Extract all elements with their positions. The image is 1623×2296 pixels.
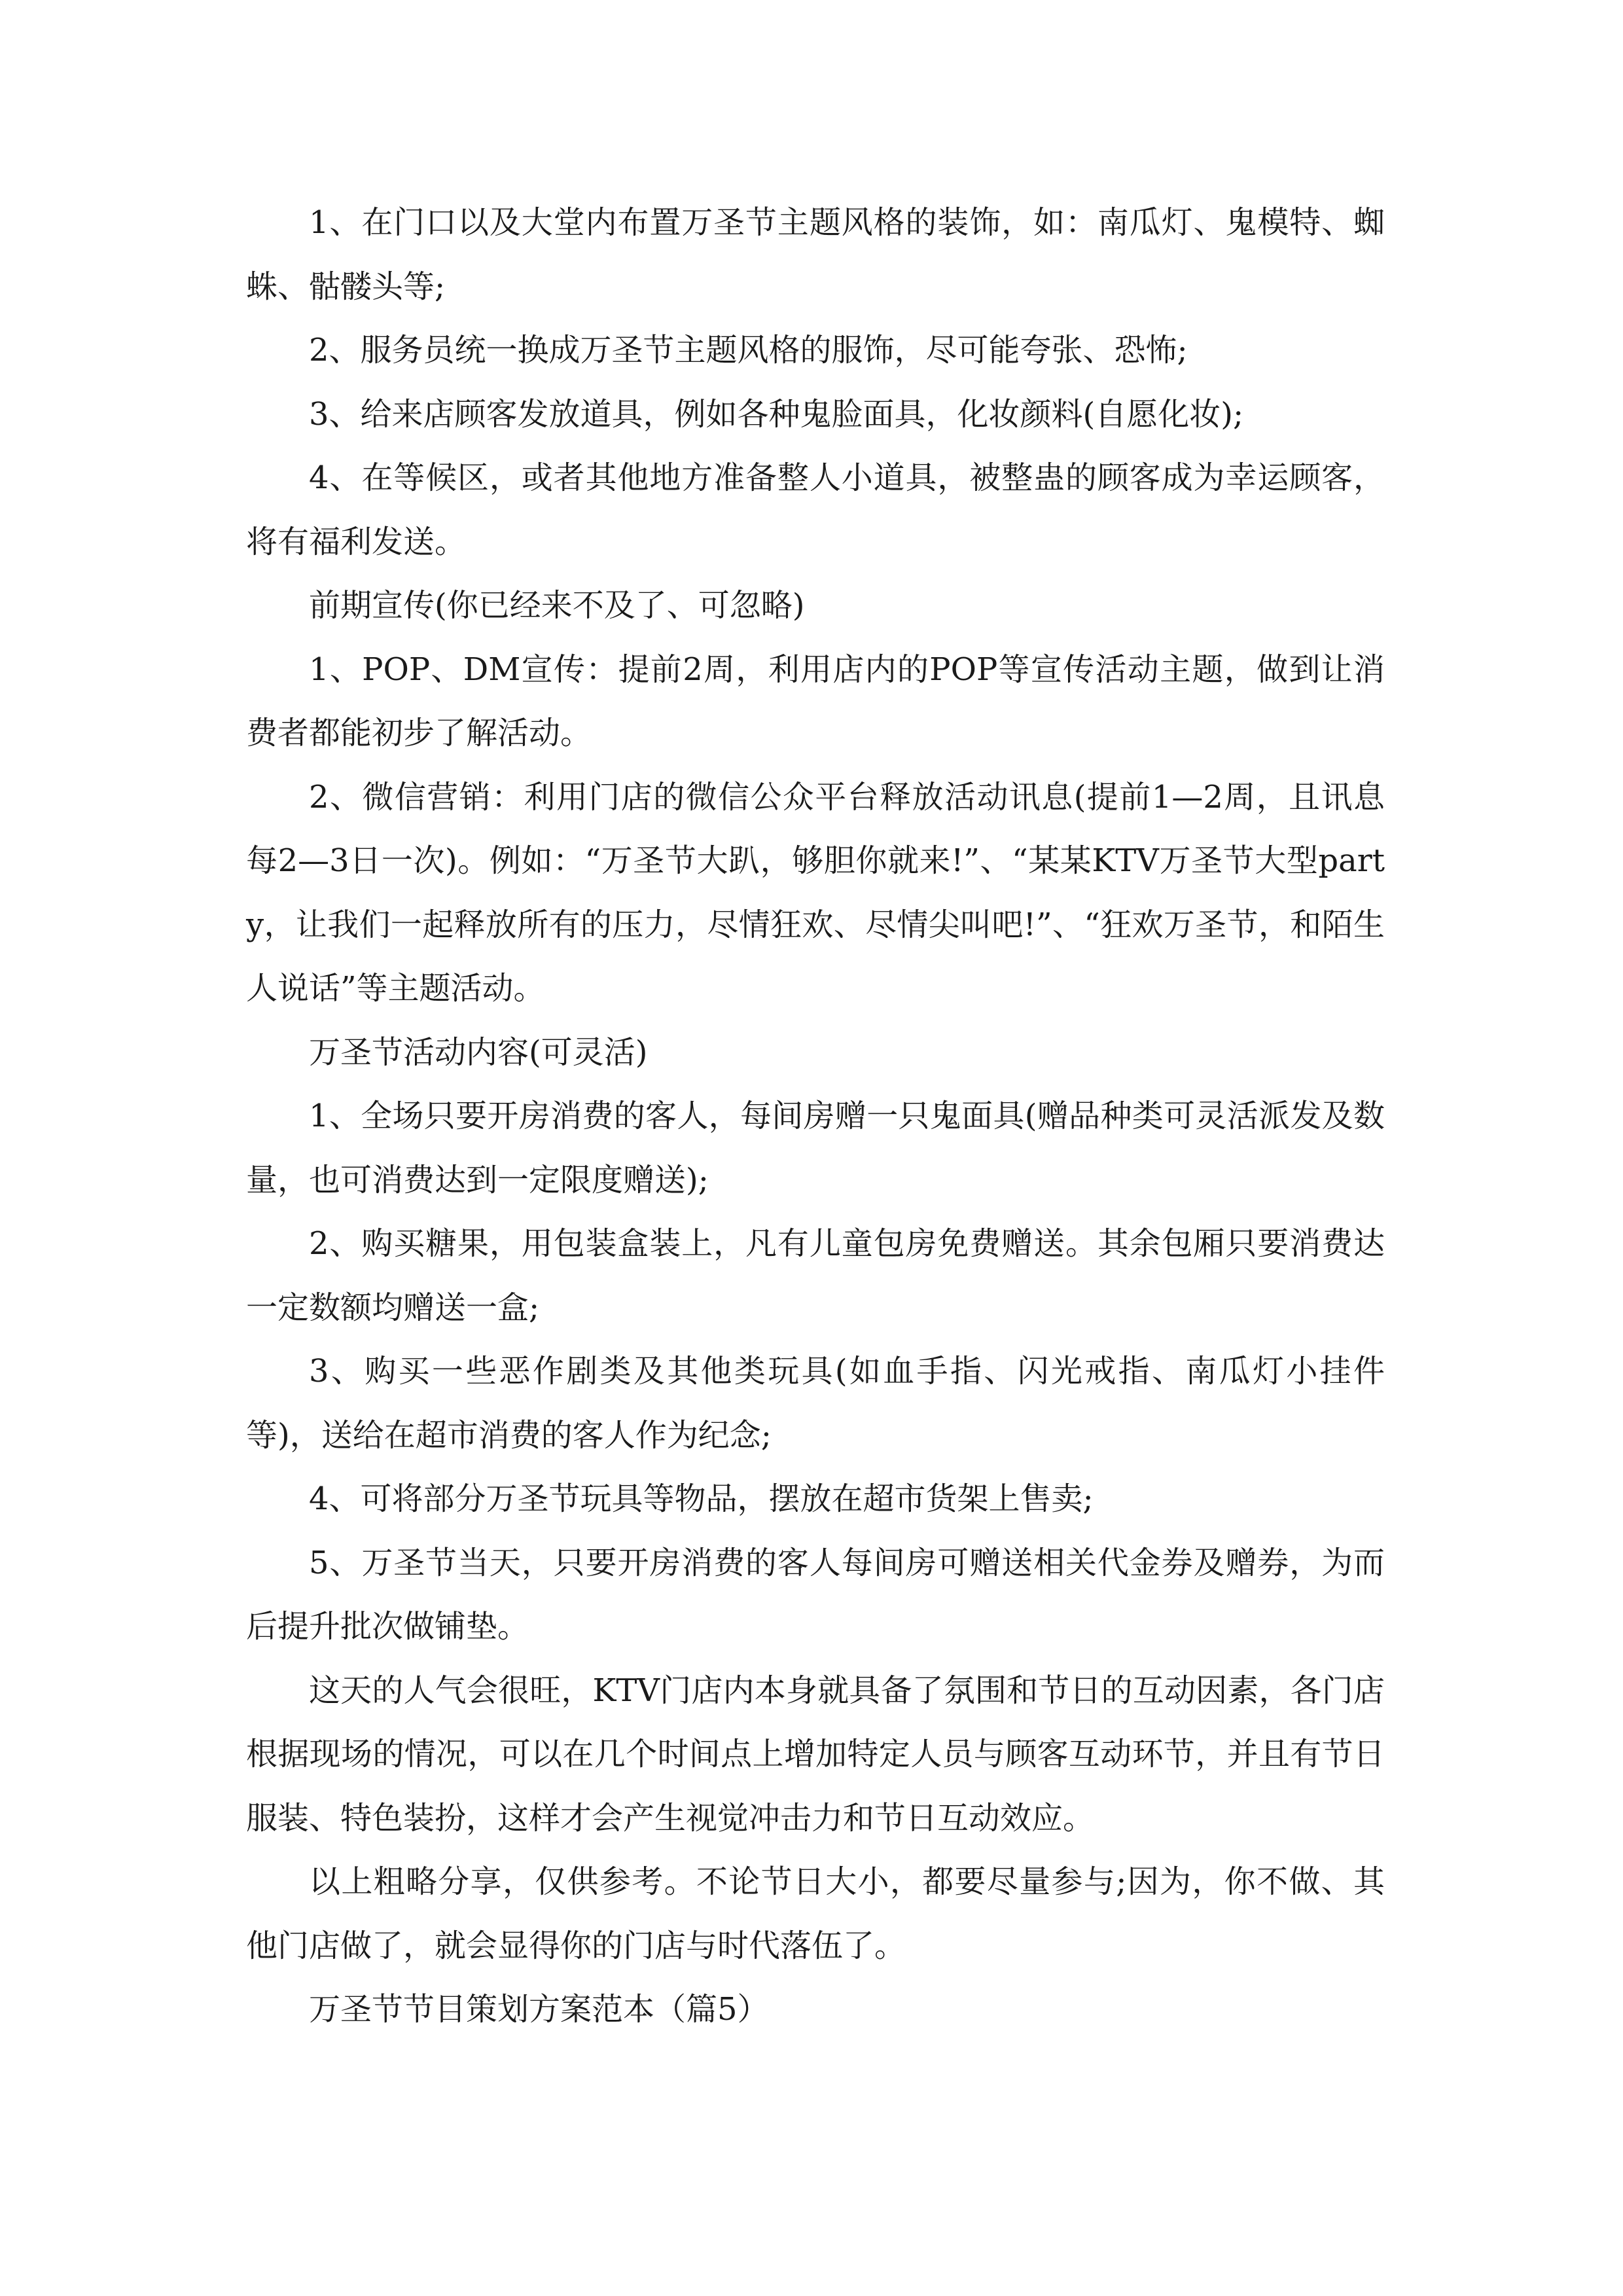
document-body: [246, 191, 1385, 2042]
section-heading-activities: 万圣节活动内容(可灵活): [309, 1033, 648, 1071]
paragraph-masks: 1、全场只要开房消费的客人，每间房赠一只鬼面具(赠品种类可灵活派发及数量，也可消费达到一定限度赠送);: [246, 1098, 1385, 1198]
paragraph-shelf: 4、可将部分万圣节玩具等物品，摆放在超市货架上售卖;: [309, 1480, 1094, 1517]
paragraph-atmosphere: 这天的人气会很旺，KTV门店内本身就具备了氛围和节日的互动因素，各门店根据现场的情况，可以在几个时间点上增加特定人员与顾客互动环节，并且有节日服装、特色装扮，这样才会产生视觉冲击力和节日互动效应。: [246, 1672, 1385, 1837]
section-heading-promotion: 前期宣传(你已经来不及了、可忽略): [309, 587, 805, 624]
paragraph-pop-dm: 1、POP、DM宣传：提前2周，利用店内的POP等宣传活动主题，做到让消费者都能初步了解活动。: [246, 651, 1385, 751]
paragraph-candy: 2、购买糖果，用包装盒装上，凡有儿童包房免费赠送。其余包厢只要消费达一定数额均赠送一盒;: [246, 1225, 1385, 1326]
paragraph-toys: 3、购买一些恶作剧类及其他类玩具(如血手指、闪光戒指、南瓜灯小挂件等)，送给在超市消费的客人作为纪念;: [246, 1353, 1385, 1454]
paragraph-summary: 以上粗略分享，仅供参考。不论节日大小，都要尽量参与;因为，你不做、其他门店做了，就会显得你的门店与时代落伍了。: [246, 1863, 1385, 1964]
paragraph-props: 3、给来店顾客发放道具，例如各种鬼脸面具，化妆颜料(自愿化妆);: [309, 395, 1244, 433]
paragraph-staff-costume: 2、服务员统一换成万圣节主题风格的服饰，尽可能夸张、恐怖;: [309, 332, 1188, 368]
paragraph-vouchers: 5、万圣节当天，只要开房消费的客人每间房可赠送相关代金券及赠券，为而后提升批次做铺垫。: [246, 1544, 1385, 1645]
paragraph-wechat: 2、微信营销：利用门店的微信公众平台释放活动讯息(提前1—2周，且讯息每2—3日一次)。例如：“万圣节大趴，够胆你就来!”、“某某KTV万圣节大型party，让我们一起释放所有的压力，尽情狂欢、尽情尖叫吧!”、“狂欢万圣节，和陌生人说话”等主题活动。: [246, 778, 1385, 1007]
section-heading-part5: 万圣节节目策划方案范本（篇5）: [309, 1991, 769, 2028]
paragraph-prank-props: 4、在等候区，或者其他地方准备整人小道具，被整蛊的顾客成为幸运顾客，将有福利发送。: [246, 459, 1385, 560]
paragraph-decoration: 1、在门口以及大堂内布置万圣节主题风格的装饰，如：南瓜灯、鬼模特、蜘蛛、骷髅头等;: [246, 204, 1385, 305]
